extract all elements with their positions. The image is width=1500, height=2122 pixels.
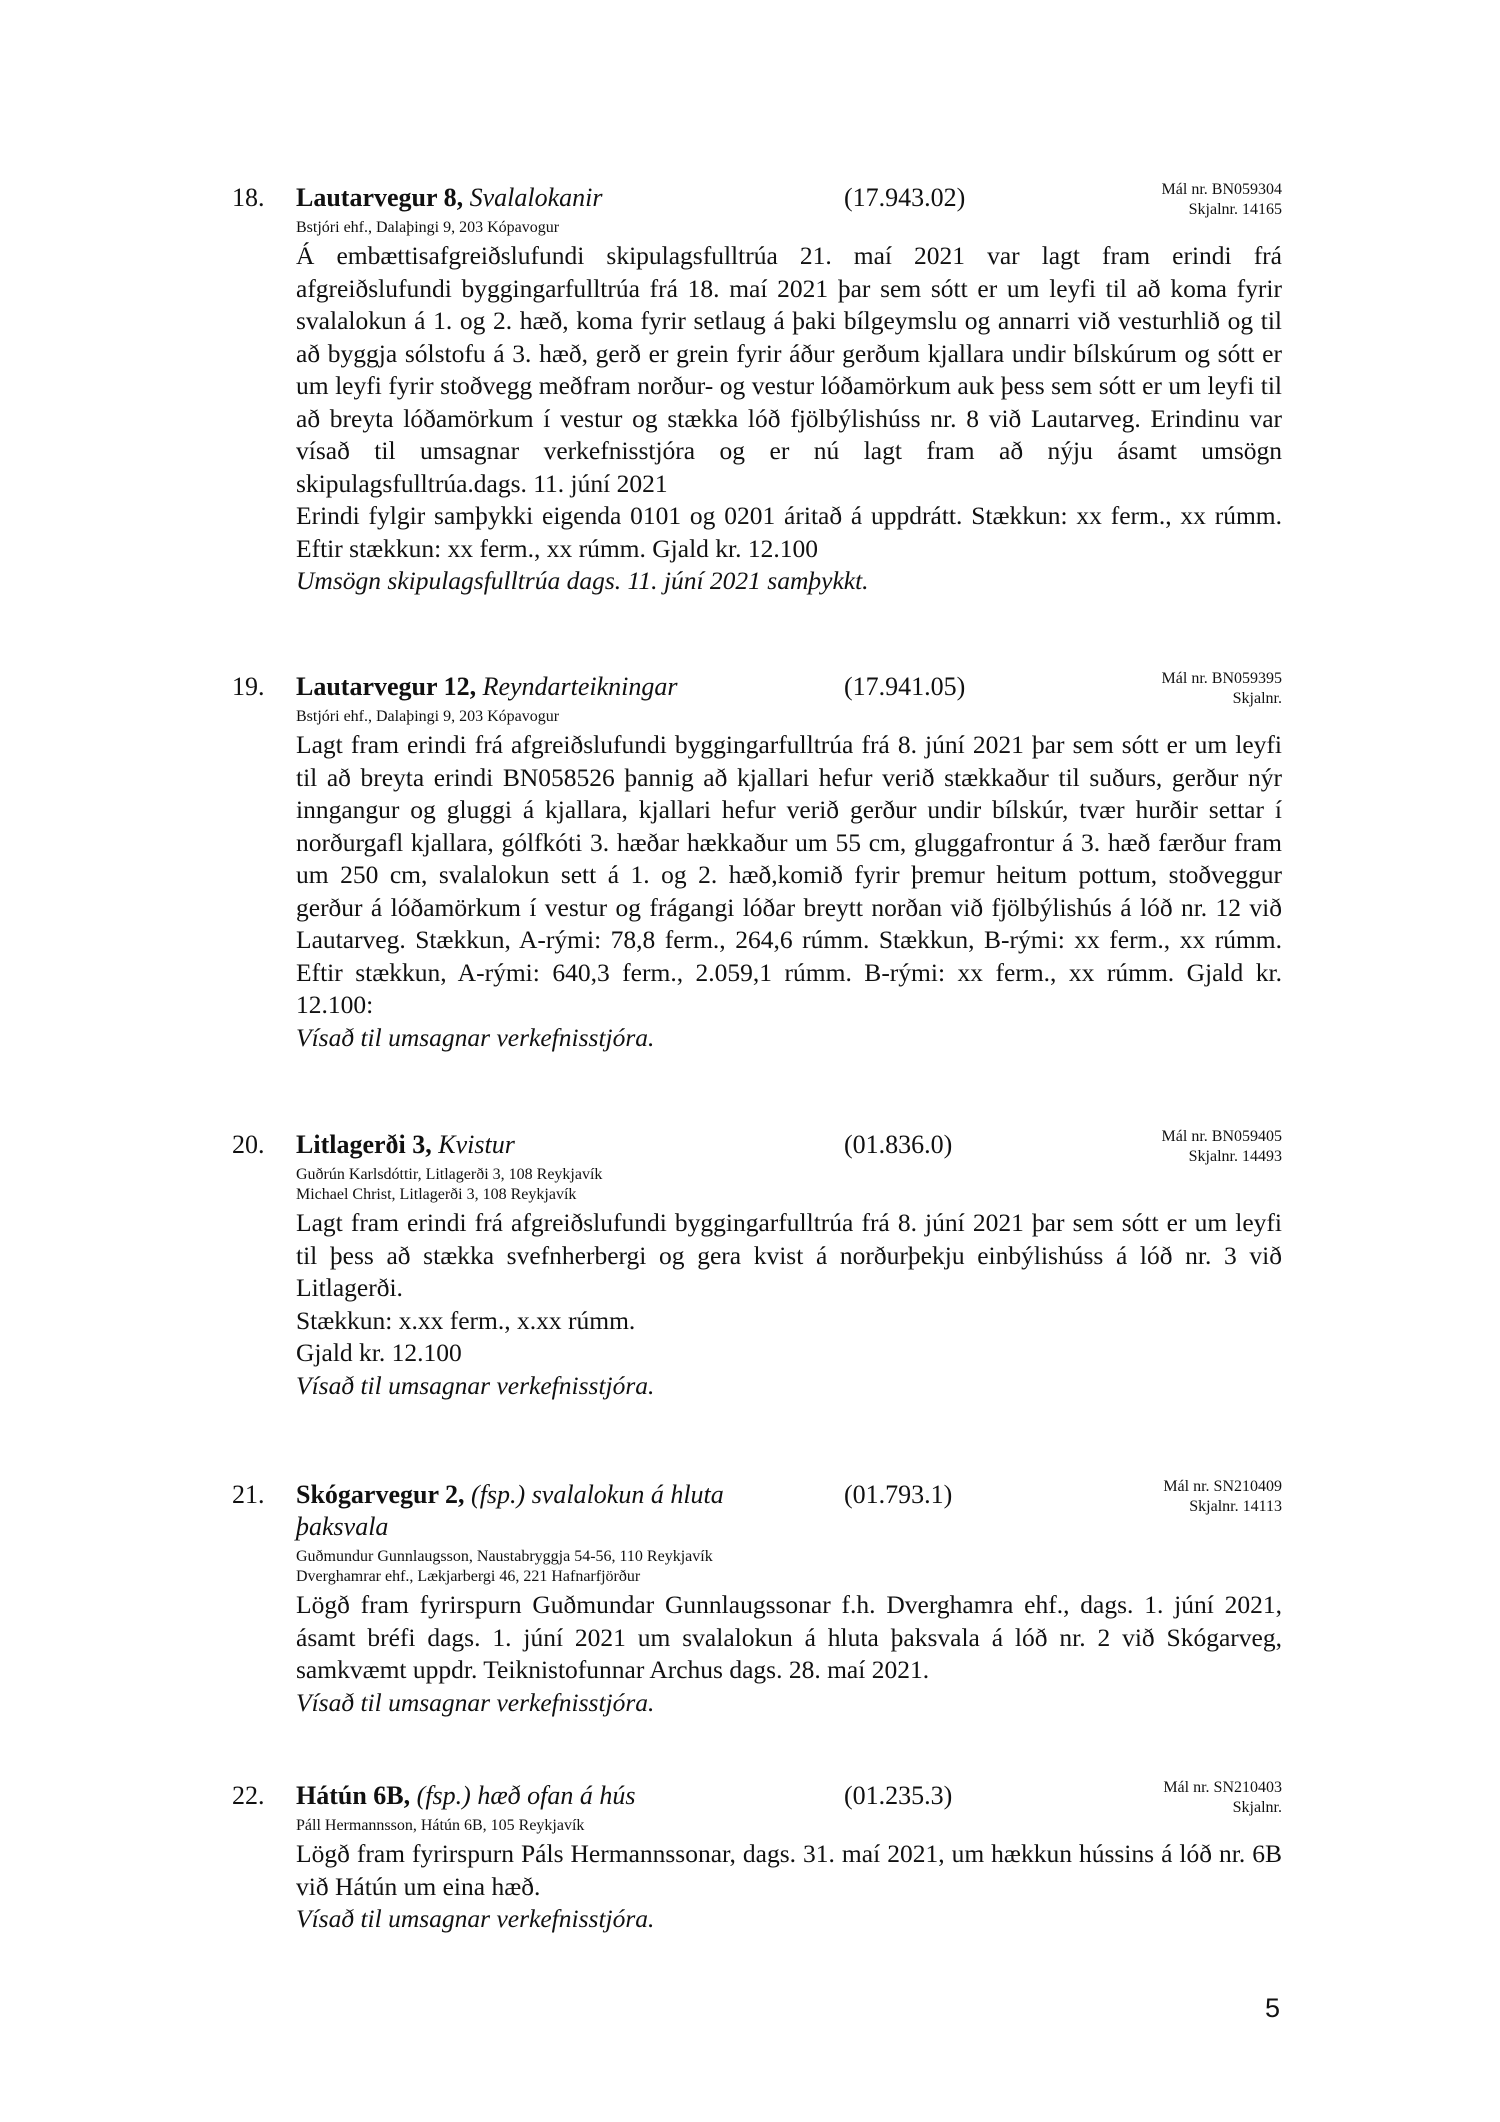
item-subject: Kvistur <box>438 1130 515 1159</box>
file-number: Skjalnr. 14113 <box>1189 1498 1282 1515</box>
item-number: 20. <box>232 1130 265 1159</box>
item-address: Lautarvegur 8, <box>296 183 464 212</box>
case-reference <box>1162 180 1282 220</box>
item-title <box>296 1479 776 1543</box>
case-reference <box>1162 1127 1282 1167</box>
item-title <box>296 671 796 703</box>
item-address: Lautarvegur 12, <box>296 672 477 701</box>
item-body <box>296 729 1282 1054</box>
item-paragraph: Lögð fram fyrirspurn Páls Hermannssonar, dags. 31. maí 2021, um hækkun hússins á lóð nr. 6B við Hátún um eina hæð. <box>296 1839 1282 1901</box>
item-body <box>296 1838 1282 1936</box>
item-number: 21. <box>232 1480 265 1509</box>
item-paragraph: Gjald kr. 12.100 <box>296 1338 462 1367</box>
item-address: Litlagerði 3, <box>296 1130 432 1159</box>
item-address: Skógarvegur 2, <box>296 1480 465 1509</box>
item-number: 19. <box>232 672 265 701</box>
applicant: Bstjóri ehf., Dalaþingi 9, 203 Kópavogur <box>296 219 560 236</box>
item-subject: (fsp.) svalalokun á hluta þaksvala <box>296 1480 724 1541</box>
land-number: (17.941.05) <box>844 672 966 701</box>
case-reference <box>1163 1477 1282 1517</box>
applicant: Páll Hermannsson, Hátún 6B, 105 Reykjavík <box>296 1817 585 1834</box>
item-body <box>296 1207 1282 1402</box>
item-body <box>296 1589 1282 1719</box>
item-subject: Reyndarteikningar <box>482 672 678 701</box>
item-number: 22. <box>232 1781 265 1810</box>
item-result: Vísað til umsagnar verkefnisstjóra. <box>296 1370 655 1400</box>
item-title <box>296 1780 796 1812</box>
item-result: Vísað til umsagnar verkefnisstjóra. <box>296 1022 655 1052</box>
agenda-item-18 <box>232 182 1282 598</box>
item-paragraph: Stækkun: x.xx ferm., x.xx rúmm. <box>296 1305 636 1335</box>
page-number: 5 <box>1264 1993 1280 2023</box>
case-reference <box>1162 669 1282 709</box>
item-paragraph: Erindi fylgir samþykki eigenda 0101 og 0201 áritað á uppdrátt. Stækkun: xx ferm., xx rúmm. Eftir stækkun: xx ferm., xx rúmm. Gjald kr. 12.100 <box>296 501 1282 563</box>
land-number: (01.235.3) <box>844 1781 953 1810</box>
item-number: 18. <box>232 183 265 212</box>
item-paragraph: Lagt fram erindi frá afgreiðslufundi byggingarfulltrúa frá 8. júní 2021 þar sem sótt er um leyfi til þess að stækka svefnherbergi og gera kvist á norðurþekju einbýlishúss á lóð nr. 3 við Litlagerði. <box>296 1208 1282 1302</box>
item-body <box>296 240 1282 598</box>
applicants <box>296 1165 1282 1205</box>
item-paragraph: Lagt fram erindi frá afgreiðslufundi byggingarfulltrúa frá 8. júní 2021 þar sem sótt er um leyfi til að breyta erindi BN058526 þannig að kjallari hefur verið stækkaður til suðurs, gerður nýr inngangur og gluggi á kjallara, kjallari hefur verið gerður undir bílskúr, tvær hurðir settar í norðurgafl kjallara, gólfkóti 3. hæðar hækkaður um 55 cm, gluggafrontur á 3. hæð færður fram um 250 cm, svalalokun sett á 1. og 2. hæð,komið fyrir þremur heitum pottum, stoðveggur gerður á lóðamörkum í vestur og frágangi lóðar breytt norðan við fjölbýlishús á lóð nr. 12 við Lautarveg. Stækkun, A-rými: 78,8 ferm., 264,6 rúmm. Stækkun, B-rými: xx ferm., xx rúmm. Eftir stækkun, A-rými: 640,3 ferm., 2.059,1 rúmm. B-rými: xx ferm., xx rúmm. Gjald kr. 12.100: <box>296 730 1282 1019</box>
applicants <box>296 1547 1282 1587</box>
case-number: Mál nr. BN059405 <box>1161 1128 1282 1145</box>
case-number: Mál nr. BN059395 <box>1161 670 1282 687</box>
case-number: Mál nr. BN059304 <box>1161 181 1282 198</box>
applicant: Guðrún Karlsdóttir, Litlagerði 3, 108 Reykjavík <box>296 1166 603 1183</box>
item-address: Hátún 6B, <box>296 1781 411 1810</box>
item-subject: (fsp.) hæð ofan á hús <box>416 1781 636 1810</box>
file-number: Skjalnr. 14165 <box>1188 201 1282 218</box>
file-number: Skjalnr. <box>1232 1799 1282 1816</box>
case-reference <box>1163 1778 1282 1818</box>
agenda-item-21 <box>232 1479 1282 1719</box>
item-paragraph: Lögð fram fyrirspurn Guðmundar Gunnlaugssonar f.h. Dverghamra ehf., dags. 1. júní 2021, ásamt bréfi dags. 1. júní 2021 um svalalokun á hluta þaksvala á lóð nr. 2 við Skógarveg, samkvæmt uppdr. Teiknistofunnar Archus dags. 28. maí 2021. <box>296 1590 1282 1684</box>
case-number: Mál nr. SN210409 <box>1163 1478 1282 1495</box>
item-title <box>296 1129 796 1161</box>
applicant: Bstjóri ehf., Dalaþingi 9, 203 Kópavogur <box>296 708 560 725</box>
applicants <box>296 707 1282 727</box>
applicants <box>296 218 1282 238</box>
applicant: Michael Christ, Litlagerði 3, 108 Reykjavík <box>296 1186 577 1203</box>
agenda-item-19 <box>232 671 1282 1054</box>
item-result: Umsögn skipulagsfulltrúa dags. 11. júní 2021 samþykkt. <box>296 566 869 595</box>
case-number: Mál nr. SN210403 <box>1163 1779 1282 1796</box>
file-number: Skjalnr. <box>1232 690 1282 707</box>
item-title <box>296 182 796 214</box>
land-number: (01.836.0) <box>844 1130 953 1159</box>
applicant: Guðmundur Gunnlaugsson, Naustabryggja 54-56, 110 Reykjavík <box>296 1548 713 1565</box>
land-number: (17.943.02) <box>844 183 966 212</box>
file-number: Skjalnr. 14493 <box>1188 1148 1282 1165</box>
agenda-item-22 <box>232 1780 1282 1936</box>
item-subject: Svalalokanir <box>469 183 603 212</box>
item-result: Vísað til umsagnar verkefnisstjóra. <box>296 1904 655 1933</box>
applicants <box>296 1816 1282 1836</box>
item-result: Vísað til umsagnar verkefnisstjóra. <box>296 1687 655 1717</box>
applicant: Dverghamrar ehf., Lækjarbergi 46, 221 Hafnarfjörður <box>296 1568 641 1585</box>
item-paragraph: Á embættisafgreiðslufundi skipulagsfulltrúa 21. maí 2021 var lagt fram erindi frá afgreiðslufundi byggingarfulltrúa frá 18. maí 2021 þar sem sótt er um leyfi til að koma fyrir svalalokun á 1. og 2. hæð, koma fyrir setlaug á þaki bílgeymslu og annarri við vesturhlið og til að byggja sólstofu á 3. hæð, gerð er grein fyrir áður gerðum kjallara undir bílskúrum og sótt er um leyfi fyrir stoðvegg meðfram norður- og vestur lóðamörkum auk þess sem sótt er um leyfi til að breyta lóðamörkum í vestur og stækka lóð fjölbýlishúss nr. 8 við Lautarveg. Erindinu var vísað til umsagnar verkefnisstjóra og er nú lagt fram að nýju ásamt umsögn skipulagsfulltrúa.dags. 11. júní 2021 <box>296 241 1282 498</box>
land-number: (01.793.1) <box>844 1480 953 1509</box>
agenda-item-20 <box>232 1129 1282 1402</box>
